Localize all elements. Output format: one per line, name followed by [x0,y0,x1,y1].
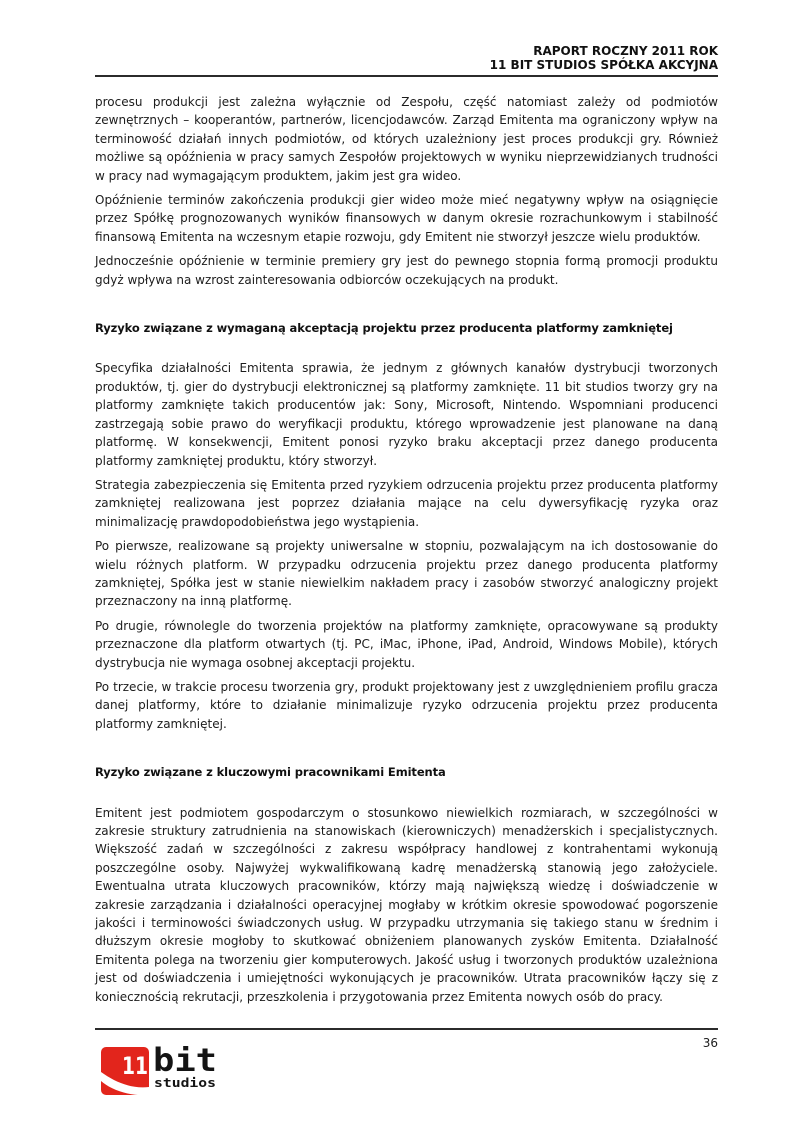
section1-paragraph-3: Po pierwsze, realizowane są projekty uniwersalne w stopniu, pozwalającym na ich dostosowanie do wielu różnych platform. W przypadku odrzucenia projektu przez danego producenta platformy zamkniętej, Spółka jest w stanie niewielkim nakładem pracy i zasobów stworzyć analogiczny projekt przeznaczony na inną platformę. [95,539,718,609]
logo-text-11: 11 [122,1052,148,1080]
page-content [95,44,718,1012]
section1-paragraph-5: Po trzecie, w trakcie procesu tworzenia gry, produkt projektowany jest z uwzględnieniem profilu gracza danej platformy, które to działanie minimalizuje ryzyko odrzucenia projektu przez producenta platformy zamkniętej. [95,679,718,731]
intro-paragraph-3: Jednocześnie opóźnienie w terminie premiery gry jest do pewnego stopnia formą promocji produktu gdyż wpływa na wzrost zainteresowania odbiorców oczekujących na produkt. [95,254,718,287]
section-heading-platform-acceptance-risk: Ryzyko związane z wymaganą akceptacją projektu przez producenta platformy zamkniętej [95,321,673,336]
page-header [95,44,718,77]
footer-divider [95,1028,718,1030]
logo-text-bit: bit [153,1046,217,1079]
section1-paragraph-4: Po drugie, równolegle do tworzenia projektów na platformy zamknięte, opracowywane są produkty przeznaczone dla platform otwartych (tj. PC, iMac, iPhone, iPad, Android, Windows Mobile), których dystrybucja nie wymaga osobnej akceptacji projektu. [95,618,718,670]
header-title [95,44,718,72]
section1-paragraph-2: Strategia zabezpieczenia się Emitenta przed ryzykiem odrzucenia projektu przez producenta platformy zamkniętej realizowana jest poprzez działania mające na celu dywersyfikację ryzyka oraz minimalizację prawdopodobieństwa jego wystąpienia. [95,477,718,529]
document-body [95,93,718,1006]
intro-paragraph-2: Opóźnienie terminów zakończenia produkcji gier wideo może mieć negatywny wpływ na osiągnięcie przez Spółkę prognozowanych wyników finansowych w danym okresie rozrachunkowym i stabilność finansową Emitenta na wczesnym etapie rozwoju, gdy Emitent nie stworzył jeszcze wielu produktów. [95,193,718,244]
header-title-line2: 11 BIT STUDIOS SPÓŁKA AKCYJNA [489,58,718,72]
logo-text-studios: studios [154,1076,216,1090]
section1-paragraph-1: Specyfika działalności Emitenta sprawia, że jednym z głównych kanałów dystrybucji tworzonych produktów, tj. gier do dystrybucji elektronicznej są platformy zamknięte. 11 bit studios tworzy gry na platformy zamknięte takich producentów jak: Sony, Microsoft, Nintendo. Wspomniani producenci zastrzegają sobie prawo do weryfikacji produktu, którego wprowadzenie jest planowane na daną platformę. W konsekwencji, Emitent ponosi ryzyko braku akceptacji przez danego producenta platformy zamkniętej produktu, który stworzył. [95,361,718,468]
company-logo-11bit-studios [101,1046,219,1098]
page-number: 36 [702,1036,718,1050]
section2-paragraph-1: Emitent jest podmiotem gospodarczym o stosunkowo niewielkich rozmiarach, w szczególności w zakresie struktury zatrudnienia na stanowiskach (kierowniczych) menadżerskich i specjalistycznych. Większość zadań w szczególności z zakresu współpracy handlowej z kontrahentami wykonują poszczególne osoby. Najwyżej wykwalifikowaną kadrę menadżerską stanowią jego założyciele. Ewentualna utrata kluczowych pracowników, którzy mają największą wiedzę i doświadczenie w zakresie zarządzania i działalności operacyjnej mogłaby w krótkim okresie spowodować pogorszenie jakości i terminowości świadczonych usług. W przypadku utrzymania się takiego stanu w średnim i dłuższym okresie mogłoby to skutkować obniżeniem planowanych zysków Emitenta. Działalność Emitenta polega na tworzeniu gier komputerowych. Jakość usług i tworzonych produktów uzależniona jest od doświadczenia i umiejętności wykonujących je pracowników. Utrata pracowników łączy się z koniecznością rekrutacji, przeszkolenia i przygotowania przez Emitenta nowych osób do pracy. [95,805,718,1004]
header-title-line1: RAPORT ROCZNY 2011 ROK [533,44,718,58]
intro-paragraph-1: procesu produkcji jest zależna wyłącznie od Zespołu, część natomiast zależy od podmiotów zewnętrznych – kooperantów, partnerów, licencjodawców. Zarząd Emitenta ma ograniczony wpływ na terminowość działań innych podmiotów, od których uzależniony jest proces produkcji gry. Również możliwe są opóźnienia w pracy samych Zespołów projektowych w wyniku nieprzewidzianych trudności w pracy nad wymagającym produktem, jakim jest gra wideo. [95,95,718,183]
header-divider [95,75,718,77]
section-heading-key-employees-risk: Ryzyko związane z kluczowymi pracownikami Emitenta [95,765,446,780]
